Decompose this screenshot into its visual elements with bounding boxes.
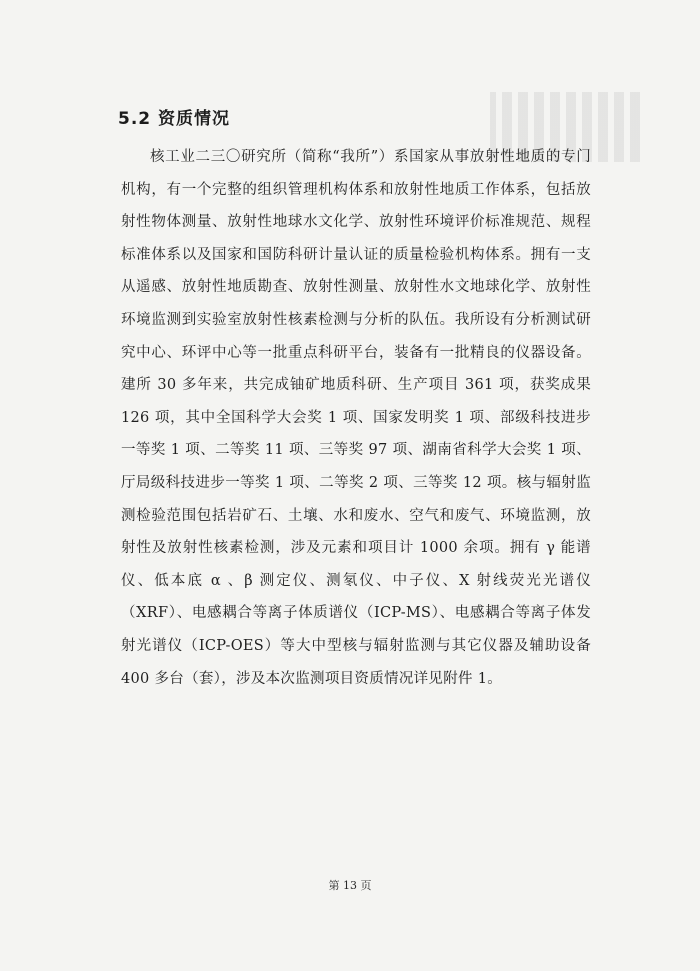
page-number: 第 13 页	[328, 879, 372, 892]
body-paragraph: 核工业二三〇研究所（简称“我所”）系国家从事放射性地质的专门机构，有一个完整的组织管理机构体系和放射性地质工作体系，包括放射性物体测量、放射性地球水文化学、放射性环境评价标准规范、规程标准体系以及国家和国防科研计量认证的质量检验机构体系。拥有一支从遥感、放射性地质勘查、放射性测量、放射性水文地球化学、放射性环境监测到实验室放射性核素检测与分析的队伍。我所设有分析测试研究中心、环评中心等一批重点科研平台，装备有一批精良的仪器设备。建所 30 多年来，共完成铀矿地质科研、生产项目 361 项，获奖成果 126 项，其中全国科学大会奖 1 项、国家发明奖 1 项、部级科技进步一等奖 1 项、二等奖 11 项、三等奖 97 项、湖南省科学大会奖 1 项、厅局级科技进步一等奖 1 项、二等奖 2 项、三等奖 12 项。核与辐射监测检验范围包括岩矿石、土壤、水和废水、空气和废气、环境监测，放射性及放射性核素检测，涉及元素和项目计 1000 余项。拥有 γ 能谱仪、低本底 α 、β 测定仪、测氡仪、中子仪、X 射线荧光光谱仪（XRF）、电感耦合等离子体质谱仪（ICP-MS）、电感耦合等离子体发射光谱仪（ICP-OES）等大中型核与辐射监测与其它仪器及辅助设备 400 多台（套），涉及本次监测项目资质情况详见附件 1。	[121, 149, 591, 687]
section-title: 5.2 资质情况	[118, 109, 231, 129]
